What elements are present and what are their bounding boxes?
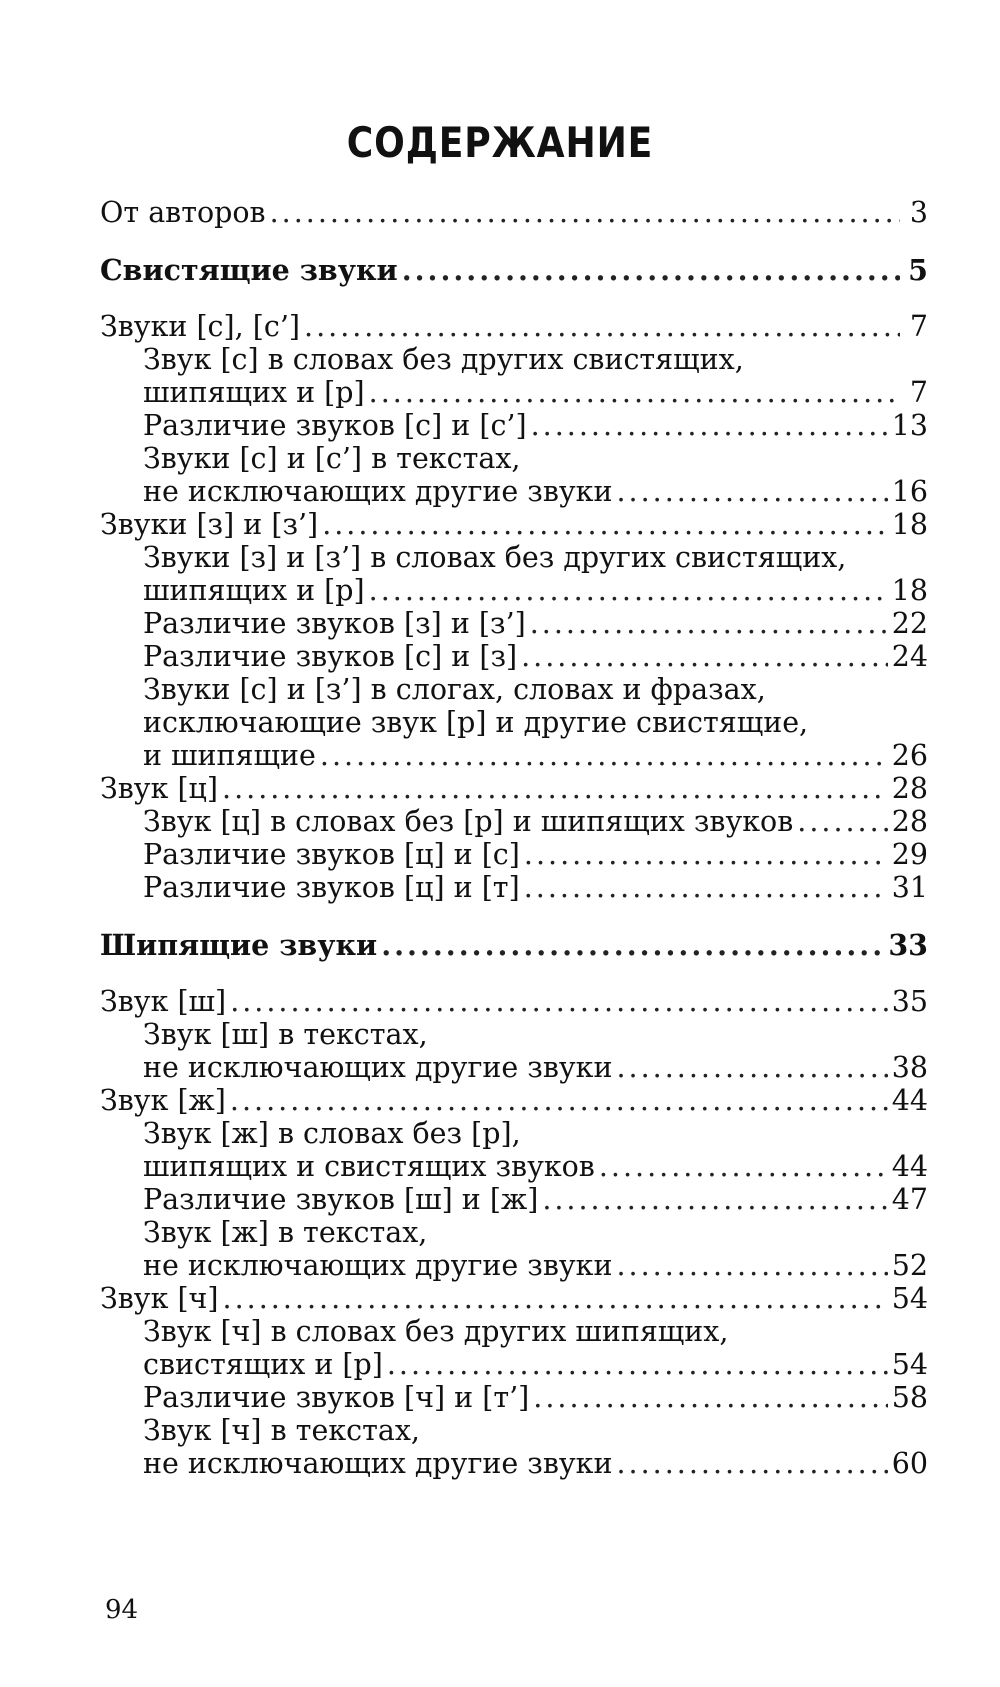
toc-entry-text: исключающие звук [р] и другие свистящие, <box>143 706 809 739</box>
toc-section-heading <box>100 928 928 962</box>
toc-entry <box>100 508 928 542</box>
dot-leader <box>304 310 900 344</box>
toc-subentry <box>143 871 928 905</box>
toc-entry-text: Различие звуков [ц] и [с] <box>143 838 520 871</box>
dot-leader <box>320 739 888 773</box>
toc-entry-text: не исключающих другие звуки <box>143 1447 613 1480</box>
toc-subentry <box>143 574 928 608</box>
toc-entry-text: Свистящие звуки <box>100 253 398 287</box>
toc-subentry <box>143 1150 928 1184</box>
toc-entry-page: 44 <box>891 1084 928 1117</box>
toc-entry-text: не исключающих другие звуки <box>143 1051 613 1084</box>
toc-entry-page: 13 <box>891 409 928 442</box>
toc-subentry <box>143 343 928 377</box>
toc-entry-text: Различие звуков [з] и [з’] <box>143 607 526 640</box>
toc-entry-page: 54 <box>891 1348 928 1381</box>
toc-subentry <box>143 1414 928 1448</box>
toc-entry-text: Звуки [з] и [з’] <box>100 508 319 541</box>
toc-subentry <box>143 475 928 509</box>
toc-entry-page: 52 <box>891 1249 928 1282</box>
toc-subentry <box>143 838 928 872</box>
toc-entry-text: Звук [ц] <box>100 772 219 805</box>
toc-entry-page: 47 <box>891 1183 928 1216</box>
toc-entry-page: 54 <box>891 1282 928 1315</box>
dot-leader <box>369 574 888 608</box>
page-title: СОДЕРЖАНИЕ <box>346 118 654 167</box>
toc-entry <box>100 1084 928 1118</box>
toc-entry <box>100 985 928 1019</box>
dot-leader <box>230 1084 888 1118</box>
dot-leader <box>531 409 888 443</box>
toc-entry-page: 24 <box>891 640 928 673</box>
dot-leader <box>616 475 887 509</box>
toc-entry-text: свистящих и [р] <box>143 1348 383 1381</box>
toc-entry-page: 60 <box>891 1447 928 1480</box>
toc-entry-page: 38 <box>891 1051 928 1084</box>
toc-entry-page: 44 <box>891 1150 928 1183</box>
dot-leader <box>381 928 884 962</box>
dot-leader <box>797 805 887 839</box>
toc-entry <box>100 310 928 344</box>
toc-entry <box>100 196 928 230</box>
toc-subentry <box>143 739 928 773</box>
toc-entry-page: 18 <box>891 508 928 541</box>
toc-entry-page: 28 <box>891 772 928 805</box>
toc-entry <box>100 772 928 806</box>
toc-entry-page: 28 <box>891 805 928 838</box>
toc-entry-page: 26 <box>891 739 928 772</box>
dot-leader <box>616 1249 887 1283</box>
toc-entry-page: 5 <box>908 253 928 287</box>
dot-leader <box>533 1381 887 1415</box>
toc-entry-text: не исключающих другие звуки <box>143 1249 613 1282</box>
toc-entry-text: Звук [ч] в словах без других шипящих, <box>143 1315 729 1348</box>
dot-leader <box>521 640 888 674</box>
toc-subentry <box>143 706 928 740</box>
toc-subentry <box>143 1447 928 1481</box>
toc-subentry <box>143 673 928 707</box>
dot-leader <box>230 985 888 1019</box>
toc-entry-text: Различие звуков [ч] и [т’] <box>143 1381 530 1414</box>
dot-leader <box>322 508 888 542</box>
dot-leader <box>599 1150 888 1184</box>
dot-leader <box>223 1282 888 1316</box>
toc-entry-page: 29 <box>891 838 928 871</box>
toc-subentry <box>143 1051 928 1085</box>
toc-entry-text: Шипящие звуки <box>100 928 378 962</box>
toc-entry-page: 16 <box>891 475 928 508</box>
toc-entry-text: Звук [ч] <box>100 1282 219 1315</box>
toc-entry-text: Звуки [с] и [с’] в текстах, <box>143 442 521 475</box>
toc-subentry <box>143 442 928 476</box>
toc-subentry <box>143 541 928 575</box>
toc-entry <box>100 1282 928 1316</box>
toc-subentry <box>143 409 928 443</box>
toc-entry-text: Звук [ж] <box>100 1084 226 1117</box>
toc-entry-text: Звук [ж] в словах без [р], <box>143 1117 521 1150</box>
toc-entry-text: Звук [ж] в текстах, <box>143 1216 428 1249</box>
toc-entry-text: Звуки [с] и [з’] в слогах, словах и фразах, <box>143 673 766 706</box>
toc-entry-text: Звук [ш] в текстах, <box>143 1018 428 1051</box>
toc-subentry <box>143 607 928 641</box>
toc-entry-text: и шипящие <box>143 739 316 772</box>
dot-leader <box>530 607 888 641</box>
toc-subentry <box>143 805 928 839</box>
toc-subentry <box>143 1348 928 1382</box>
toc-entry-text: Звук [ч] в текстах, <box>143 1414 420 1447</box>
dot-leader <box>616 1447 887 1481</box>
dot-leader <box>524 838 888 872</box>
toc-entry-text: От авторов <box>100 196 266 229</box>
toc-entry-text: Различие звуков [ш] и [ж] <box>143 1183 539 1216</box>
dot-leader <box>524 871 888 905</box>
dot-leader <box>542 1183 887 1217</box>
toc-entry-text: Различие звуков [ц] и [т] <box>143 871 520 904</box>
page-number: 94 <box>105 1595 139 1625</box>
toc-subentry <box>143 1018 928 1052</box>
toc-subentry <box>143 1117 928 1151</box>
toc-entry-text: Звуки [с], [с’] <box>100 310 301 343</box>
toc-entry-text: Различие звуков [с] и [з] <box>143 640 518 673</box>
toc-entry-text: не исключающих другие звуки <box>143 475 613 508</box>
toc-entry-text: шипящих и [р] <box>143 574 365 607</box>
dot-leader <box>616 1051 887 1085</box>
toc-entry-page: 35 <box>891 985 928 1018</box>
toc-entry-text: шипящих и свистящих звуков <box>143 1150 595 1183</box>
toc-entry-page: 58 <box>891 1381 928 1414</box>
toc-entry-page: 3 <box>909 196 928 229</box>
toc-subentry <box>143 1249 928 1283</box>
toc-subentry <box>143 1315 928 1349</box>
toc-entry-page: 22 <box>891 607 928 640</box>
dot-leader <box>387 1348 888 1382</box>
toc-subentry <box>143 640 928 674</box>
toc-subentry <box>143 1381 928 1415</box>
toc-entry-text: Звук [ц] в словах без [р] и шипящих звуков <box>143 805 794 838</box>
dot-leader <box>222 772 888 806</box>
toc-entry-text: Звук [с] в словах без других свистящих, <box>143 343 744 376</box>
dot-leader <box>369 376 900 410</box>
dot-leader <box>402 253 900 287</box>
toc-entry-text: Звук [ш] <box>100 985 227 1018</box>
toc-entry-page: 31 <box>891 871 928 904</box>
toc-entry-page: 7 <box>909 310 928 343</box>
toc-subentry <box>143 376 928 410</box>
toc-section-heading <box>100 253 928 287</box>
dot-leader <box>270 196 900 230</box>
toc-subentry <box>143 1216 928 1250</box>
toc-entry-page: 33 <box>888 928 928 962</box>
toc-entry-text: шипящих и [р] <box>143 376 365 409</box>
toc-entry-page: 7 <box>909 376 928 409</box>
toc-subentry <box>143 1183 928 1217</box>
toc-entry-text: Различие звуков [с] и [с’] <box>143 409 527 442</box>
toc-entry-page: 18 <box>891 574 928 607</box>
toc-entry-text: Звуки [з] и [з’] в словах без других свистящих, <box>143 541 847 574</box>
